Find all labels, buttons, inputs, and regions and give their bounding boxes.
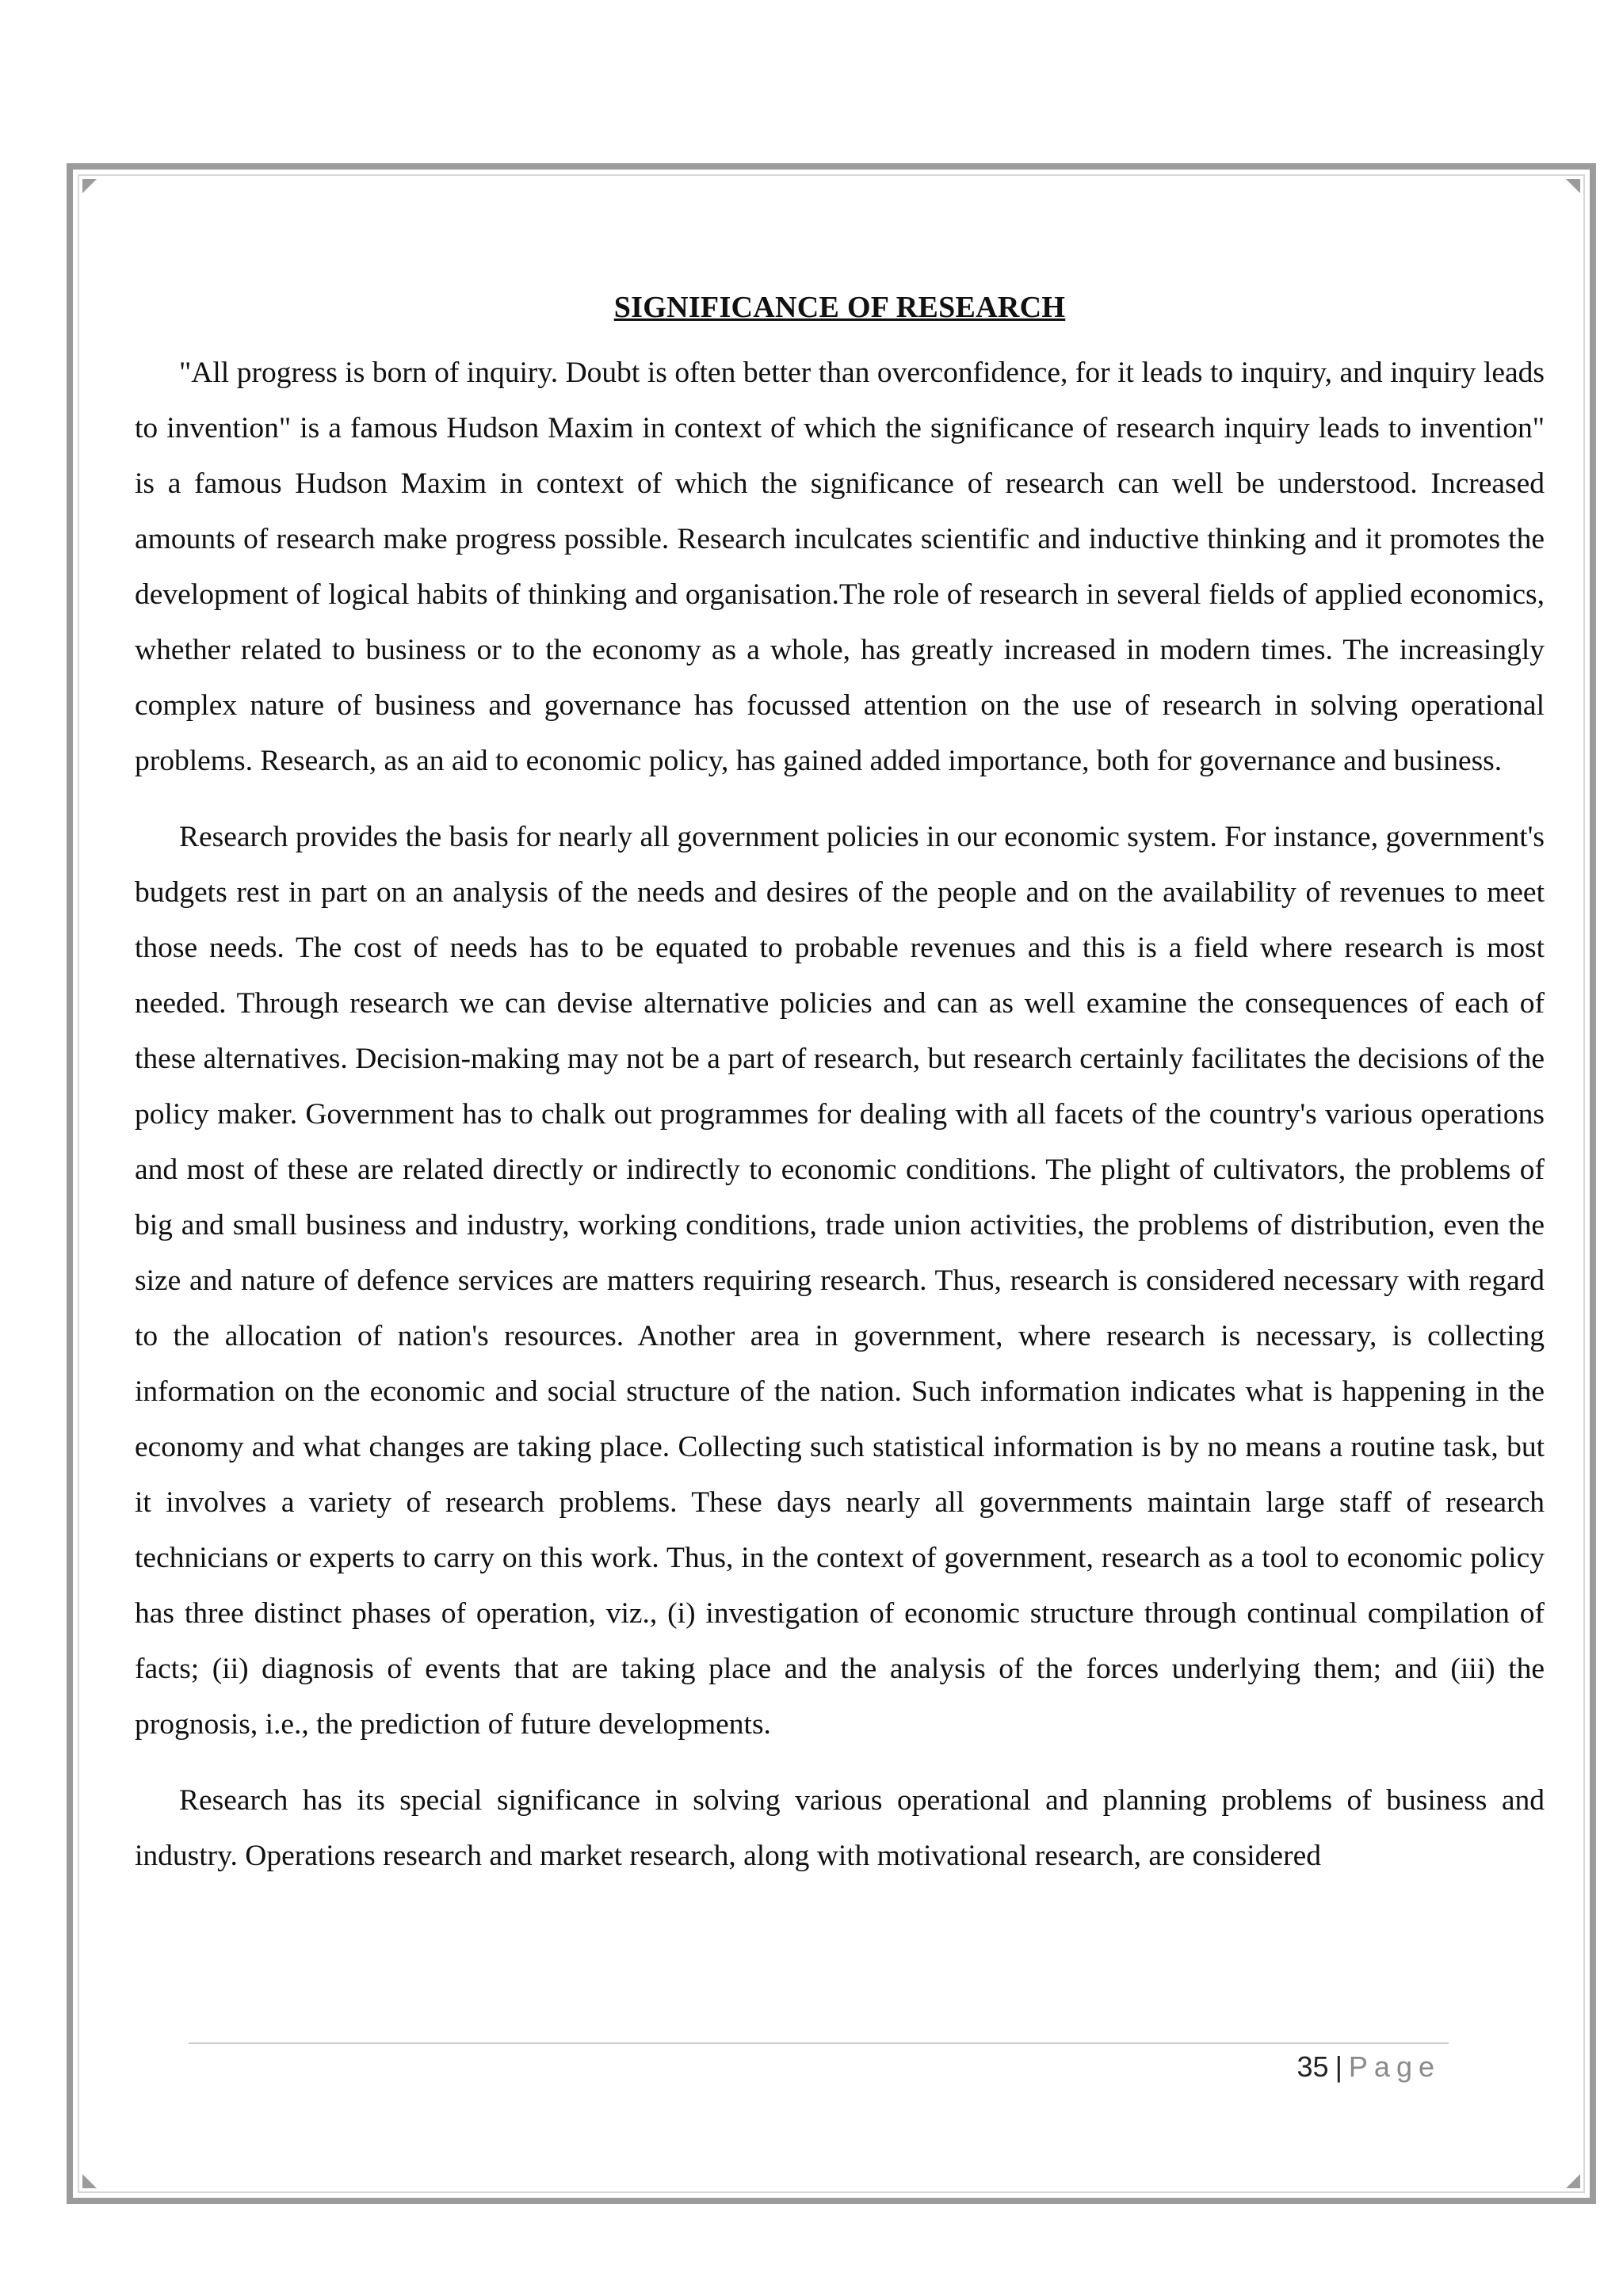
corner-ornament-bottom-right [1566,2174,1580,2188]
paragraph-1: "All progress is born of inquiry. Doubt is often better than overconfidence, for it leads to inquiry, and inquiry leads to invention" is a famous Hudson Maxim in context of which the significance of research inquiry leads to invention" is a famous Hudson Maxim in context of which the significance of research can well be understood. Increased amounts of research make progress possible. Research inculcates scientific and inductive thinking and it promotes the development of logical habits of thinking and organisation.The role of research in several fields of applied economics, whether related to business or to the economy as a whole, has greatly increased in modern times. The increasingly complex nature of business and governance has focussed attention on the use of research in solving operational problems. Research, as an aid to economic policy, has gained added importance, both for governance and business. [135,357,1545,777]
document-title: SIGNIFICANCE OF RESEARCH [613,291,1066,324]
page-label: Page [1348,2050,1441,2083]
page-footer [1297,2050,1441,2084]
footer-divider [189,2042,1449,2044]
corner-ornament-bottom-left [82,2174,97,2188]
corner-ornament-top-right [1566,179,1580,193]
corner-ornament-top-left [82,179,97,193]
paragraph-3: Research has its special significance in solving various operational and planning problems of business and industry. Operations research and market research, along with motivational research, are considered [135,1784,1545,1872]
document-body [135,290,1545,1905]
paragraph-2: Research provides the basis for nearly all government policies in our economic system. For instance, government's budgets rest in part on an analysis of the needs and desires of the people and on the availability of revenues to meet those needs. The cost of needs has to be equated to probable revenues and this is a field where research is most needed. Through research we can devise alternative policies and can as well examine the consequences of each of these alternatives. Decision-making may not be a part of research, but research certainly facilitates the decisions of the policy maker. Government has to chalk out programmes for dealing with all facets of the country's various operations and most of these are related directly or indirectly to economic conditions. The plight of cultivators, the problems of big and small business and industry, working conditions, trade union activities, the problems of distribution, even the size and nature of defence services are matters requiring research. Thus, research is considered necessary with regard to the allocation of nation's resources. Another area in government, where research is necessary, is collecting information on the economic and social structure of the nation. Such information indicates what is happening in the economy and what changes are taking place. Collecting such statistical information is by no means a routine task, but it involves a variety of research problems. These days nearly all governments maintain large staff of research technicians or experts to carry on this work. Thus, in the context of government, research as a tool to economic policy has three distinct phases of operation, viz., (i) investigation of economic structure through continual compilation of facts; (ii) diagnosis of events that are taking place and the analysis of the forces underlying them; and (iii) the prognosis, i.e., the prediction of future developments. [135,821,1545,1741]
footer-separator: | [1335,2050,1342,2083]
page-number: 35 [1296,2050,1329,2083]
